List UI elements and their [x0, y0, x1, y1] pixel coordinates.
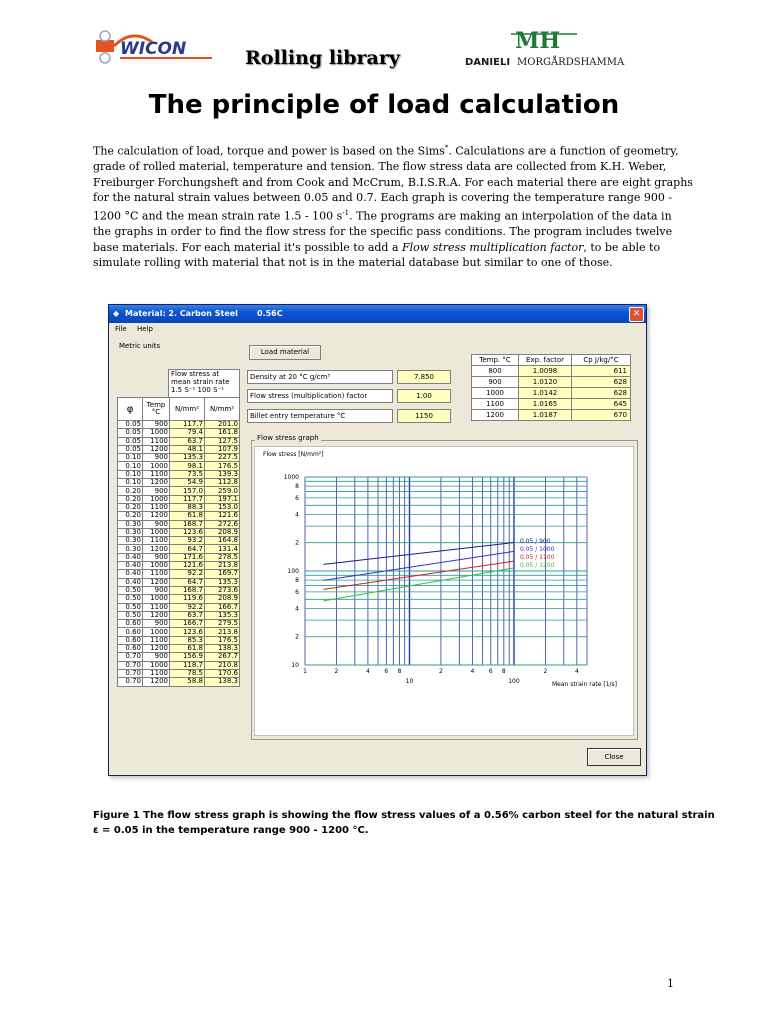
material-window: [108, 304, 647, 776]
table-row: [472, 366, 631, 377]
series-line: [323, 551, 514, 580]
temp-cell: 1100: [143, 437, 170, 445]
morgardshammar-text: MORGÅRDSHAMMAR: [517, 57, 625, 68]
col-temp: Temp °C: [143, 398, 170, 421]
cp-cell[interactable]: 628: [572, 388, 631, 399]
fs-high-cell[interactable]: 139.3: [205, 470, 240, 478]
temp-cell: 900: [143, 586, 170, 594]
temp-cell: 1000: [143, 495, 170, 503]
temp-cell: 900: [143, 620, 170, 628]
chart-svg: [255, 447, 633, 735]
table-row: [472, 410, 631, 421]
x-axis-label: Mean strain rate [1/s]: [552, 681, 617, 688]
x-tick-label: 6: [384, 668, 389, 675]
fs-low-cell[interactable]: 61.8: [170, 645, 205, 653]
cp-cell[interactable]: 611: [572, 366, 631, 377]
fs-high-cell[interactable]: 208.9: [205, 528, 240, 536]
fs-low-cell[interactable]: 119.6: [170, 595, 205, 603]
close-button[interactable]: Close: [587, 748, 641, 766]
fs-low-cell[interactable]: 61.8: [170, 512, 205, 520]
load-material-button[interactable]: Load material: [249, 345, 321, 360]
close-icon[interactable]: ✕: [629, 307, 644, 322]
temp-cell: 1200: [143, 578, 170, 586]
fs-low-cell[interactable]: 85.3: [170, 636, 205, 644]
intro-paragraph: The calculation of load, torque and power is based on the Sims*. Calculations are a function of geometry, grade of rolled material, temperature and tension. The flow stress data are collected from K.H. Weber, Freiburger Forchungsheft and from Cook and McCrum, B.I.S.R.A. For each material there are eight graphs for the natural strain values between 0.05 and 0.7. Each graph is covering the temperature range 900 - 1200 °C and the mean strain rate 1.5 - 100 $s^{-1}$. The programs are making an interpolation of the data in the graphs in order to find the flow stress for the specific pass conditions. The program includes twelve base materials. For each material it's possible to add a Flow stress multiplication factor, to be able to simulate rolling with material that not is in the material database but similar to one of those.: [93, 144, 693, 270]
fs-high-cell[interactable]: 176.5: [205, 636, 240, 644]
fs-low-cell[interactable]: 63.7: [170, 611, 205, 619]
fs-low-cell[interactable]: 79.4: [170, 429, 205, 437]
y-axis-label: Flow stress [N/mm²]: [263, 451, 324, 458]
table-row: [118, 537, 240, 545]
x-tick-label: 2: [439, 668, 443, 675]
temp-cell: 800: [472, 366, 519, 377]
y-tick-label: 1000: [283, 474, 299, 481]
table-row: [118, 628, 240, 636]
page-title: The principle of load calculation: [148, 90, 620, 120]
phi-cell: 0.50: [118, 595, 143, 603]
phi-cell: 0.20: [118, 495, 143, 503]
temp-cell: 1200: [143, 512, 170, 520]
temp-cell: 900: [143, 487, 170, 495]
fs-high-cell[interactable]: 166.7: [205, 603, 240, 611]
y-tick-label: 2: [295, 633, 299, 641]
temp-cell: 1200: [143, 545, 170, 553]
phi-cell: 0.10: [118, 462, 143, 470]
temp-cell: 1100: [143, 669, 170, 677]
phi-cell: 0.10: [118, 470, 143, 478]
fs-low-cell[interactable]: 64.7: [170, 578, 205, 586]
col-temp-r: Temp. °C: [472, 355, 519, 366]
menu-bar: [115, 325, 161, 333]
phi-cell: 0.20: [118, 487, 143, 495]
temp-cell: 1000: [143, 528, 170, 536]
flow-stress-chart: [254, 446, 634, 736]
y-tick-label: 8: [295, 483, 299, 491]
phi-cell: 0.40: [118, 562, 143, 570]
temp-cell: 900: [472, 377, 519, 388]
temp-cell: 1000: [143, 562, 170, 570]
fs-high-cell[interactable]: 138.3: [205, 645, 240, 653]
fs-low-cell[interactable]: 92.2: [170, 603, 205, 611]
y-tick-label: 2: [295, 539, 299, 547]
phi-cell: 0.40: [118, 578, 143, 586]
x-tick-label: 2: [543, 668, 548, 675]
table-row: [118, 487, 240, 495]
fs-low-cell[interactable]: 58.8: [170, 678, 205, 686]
x-tick-label: 4: [574, 668, 579, 675]
y-tick-label: 4: [295, 511, 299, 519]
series-line: [323, 568, 514, 601]
table-row: [472, 399, 631, 410]
fs-high-cell[interactable]: 138.3: [205, 678, 240, 686]
fs-high-cell[interactable]: 227.5: [205, 454, 240, 462]
temp-cell: 900: [143, 653, 170, 661]
exp-factor-cell[interactable]: 1.0165: [519, 399, 572, 410]
wicon-logo-text: WICON: [120, 39, 187, 59]
phi-cell: 0.05: [118, 421, 143, 429]
fs-low-cell[interactable]: 123.6: [170, 528, 205, 536]
phi-cell: 0.30: [118, 528, 143, 536]
fs-high-cell[interactable]: 210.8: [205, 661, 240, 669]
fs-low-cell[interactable]: 73.5: [170, 470, 205, 478]
flow-stress-header: Flow stress at mean strain rate 1.5 S⁻¹ 100 S⁻¹: [168, 369, 240, 399]
series-line: [323, 542, 514, 564]
phi-cell: 0.10: [118, 479, 143, 487]
temp-cell: 900: [143, 421, 170, 429]
temp-cell: 900: [143, 454, 170, 462]
fs-low-cell[interactable]: 157.0: [170, 487, 205, 495]
phi-cell: 0.05: [118, 445, 143, 453]
col-cp: Cp J/kg/°C: [572, 355, 631, 366]
fs-high-cell[interactable]: 176.5: [205, 462, 240, 470]
density-field[interactable]: 7.850: [397, 370, 451, 384]
temp-cell: 1200: [143, 445, 170, 453]
y-tick-label: 4: [295, 605, 299, 613]
x-tick-label: 8: [397, 668, 402, 675]
temp-cell: 1200: [143, 611, 170, 619]
series-label: 0.05 / 1100: [519, 554, 555, 561]
fs-high-cell[interactable]: 135.3: [205, 578, 240, 586]
exp-factor-cell[interactable]: 1.0187: [519, 410, 572, 421]
fs-high-cell[interactable]: 213.8: [205, 562, 240, 570]
phi-cell: 0.70: [118, 669, 143, 677]
phi-cell: 0.60: [118, 620, 143, 628]
y-tick-label: 10: [291, 662, 299, 669]
fs-high-cell[interactable]: 121.6: [205, 512, 240, 520]
fs-low-cell[interactable]: 48.1: [170, 445, 205, 453]
cp-cell[interactable]: 628: [572, 377, 631, 388]
phi-cell: 0.70: [118, 661, 143, 669]
col-fs-high: N/mm²: [205, 398, 240, 421]
billet-temp-label: Billet entry temperature °C: [247, 409, 393, 423]
cp-cell[interactable]: 645: [572, 399, 631, 410]
phi-cell: 0.50: [118, 603, 143, 611]
fs-high-cell[interactable]: 135.3: [205, 611, 240, 619]
phi-cell: 0.30: [118, 537, 143, 545]
table-row: [118, 678, 240, 686]
units-label: Metric units: [119, 342, 161, 350]
phi-cell: 0.70: [118, 653, 143, 661]
phi-cell: 0.60: [118, 636, 143, 644]
series-label: 0.05 / 1200: [519, 562, 555, 569]
table-row: [118, 454, 240, 462]
phi-cell: 0.40: [118, 570, 143, 578]
temp-cell: 1000: [472, 388, 519, 399]
exp-factor-cell[interactable]: 1.0098: [519, 366, 572, 377]
series-label: 0.05 / 1000: [519, 546, 555, 553]
fs-low-cell[interactable]: 121.6: [170, 562, 205, 570]
temp-cell: 1000: [143, 429, 170, 437]
wicon-logo: [92, 28, 218, 68]
table-row: [118, 429, 240, 437]
x-tick-label: 8: [501, 668, 506, 675]
phi-cell: 0.10: [118, 454, 143, 462]
exp-factor-cell[interactable]: 1.0120: [519, 377, 572, 388]
temp-cell: 1000: [143, 595, 170, 603]
x-tick-label: 10: [405, 678, 414, 685]
fs-high-cell[interactable]: 213.8: [205, 628, 240, 636]
temp-cell: 1000: [143, 462, 170, 470]
temp-cell: 1100: [143, 636, 170, 644]
phi-cell: 0.05: [118, 437, 143, 445]
col-exp-factor: Exp. factor: [519, 355, 572, 366]
fs-low-cell[interactable]: 168.7: [170, 586, 205, 594]
phi-cell: 0.30: [118, 520, 143, 528]
fs-high-cell[interactable]: 127.5: [205, 437, 240, 445]
fs-high-cell[interactable]: 272.6: [205, 520, 240, 528]
temp-cell: 1100: [143, 503, 170, 511]
exp-factor-cell[interactable]: 1.0142: [519, 388, 572, 399]
window-title-grade: 0.56C: [257, 309, 283, 318]
fs-low-cell[interactable]: 171.6: [170, 553, 205, 561]
expansion-table: [471, 354, 631, 421]
table-row: [118, 570, 240, 578]
phi-cell: 0.30: [118, 545, 143, 553]
x-tick-label: 4: [470, 668, 475, 675]
phi-cell: 0.20: [118, 512, 143, 520]
window-titlebar[interactable]: [109, 305, 646, 323]
phi-cell: 0.60: [118, 645, 143, 653]
fs-low-cell[interactable]: 88.3: [170, 503, 205, 511]
fs-high-cell[interactable]: 259.0: [205, 487, 240, 495]
phi-cell: 0.50: [118, 586, 143, 594]
y-tick-label: 6: [295, 494, 299, 502]
cp-cell[interactable]: 670: [572, 410, 631, 421]
billet-temp-field[interactable]: 1150: [397, 409, 451, 423]
x-tick-label: 4: [365, 668, 370, 675]
density-label: Density at 20 °C g/cm³: [247, 370, 393, 384]
temp-cell: 900: [143, 520, 170, 528]
window-icon: ◆: [113, 309, 120, 318]
fs-low-cell[interactable]: 117.7: [170, 421, 205, 429]
menu-file[interactable]: File: [115, 325, 127, 333]
phi-cell: 0.70: [118, 678, 143, 686]
x-tick-label: 2: [334, 668, 339, 675]
temp-cell: 1200: [143, 645, 170, 653]
temp-cell: 1200: [143, 678, 170, 686]
x-tick-label: 6: [488, 668, 493, 675]
fs-high-cell[interactable]: 169.7: [205, 570, 240, 578]
x-tick-label: 100: [508, 678, 520, 685]
menu-help[interactable]: Help: [136, 325, 153, 333]
fs-low-cell[interactable]: 156.9: [170, 653, 205, 661]
fs-low-cell[interactable]: 54.9: [170, 479, 205, 487]
y-tick-label: 8: [295, 577, 299, 585]
table-row: [118, 620, 240, 628]
phi-cell: 0.50: [118, 611, 143, 619]
temp-cell: 1100: [143, 470, 170, 478]
fs-low-cell[interactable]: 117.7: [170, 495, 205, 503]
fs-high-cell[interactable]: 107.9: [205, 445, 240, 453]
y-tick-label: 6: [295, 588, 299, 596]
temp-cell: 1100: [143, 570, 170, 578]
danieli-morgardshammar-logo: [465, 28, 625, 70]
fs-high-cell[interactable]: 201.0: [205, 421, 240, 429]
fs-high-cell[interactable]: 153.0: [205, 503, 240, 511]
flow-stress-table: [117, 397, 240, 687]
figure-caption: Figure 1 The flow stress graph is showing the flow stress values of a 0.56% carbon steel for the natural strain ε = 0.05 in the temperature range 900 - 1200 °C.: [93, 810, 715, 836]
fs-low-cell[interactable]: 93.2: [170, 537, 205, 545]
table-row: [118, 479, 240, 487]
table-row: [472, 388, 631, 399]
temp-cell: 1200: [143, 479, 170, 487]
page-number: 1: [667, 977, 674, 990]
table-row: [472, 377, 631, 388]
fs-high-cell[interactable]: 161.8: [205, 429, 240, 437]
x-tick-label: 1: [303, 668, 307, 675]
factor-label: Flow stress (multiplication) factor: [247, 389, 393, 403]
fs-low-cell[interactable]: 98.1: [170, 462, 205, 470]
fs-high-cell[interactable]: 208.9: [205, 595, 240, 603]
fs-high-cell[interactable]: 279.5: [205, 620, 240, 628]
temp-cell: 1100: [143, 537, 170, 545]
fs-low-cell[interactable]: 78.5: [170, 669, 205, 677]
temp-cell: 1000: [143, 661, 170, 669]
temp-cell: 1200: [472, 410, 519, 421]
danieli-text: DANIELI: [465, 57, 511, 68]
fs-low-cell[interactable]: 166.7: [170, 620, 205, 628]
fs-high-cell[interactable]: 197.1: [205, 495, 240, 503]
table-row: [118, 595, 240, 603]
mh-mark: MH: [515, 28, 561, 54]
fs-high-cell[interactable]: 164.8: [205, 537, 240, 545]
fs-low-cell[interactable]: 92.2: [170, 570, 205, 578]
fs-high-cell[interactable]: 273.6: [205, 586, 240, 594]
rolling-library-heading: Rolling library: [245, 47, 400, 69]
table-row: [118, 512, 240, 520]
fs-high-cell[interactable]: 112.8: [205, 479, 240, 487]
col-phi: φ: [118, 398, 143, 421]
fs-low-cell[interactable]: 64.7: [170, 545, 205, 553]
graph-group-label: Flow stress graph: [257, 434, 319, 442]
phi-cell: 0.05: [118, 429, 143, 437]
phi-cell: 0.60: [118, 628, 143, 636]
fs-high-cell[interactable]: 170.6: [205, 669, 240, 677]
fs-low-cell[interactable]: 123.6: [170, 628, 205, 636]
factor-field[interactable]: 1.00: [397, 389, 451, 403]
fs-high-cell[interactable]: 131.4: [205, 545, 240, 553]
fs-high-cell[interactable]: 267.7: [205, 653, 240, 661]
series-label: 0.05 / 900: [519, 538, 551, 545]
phi-cell: 0.20: [118, 503, 143, 511]
temp-cell: 1000: [143, 628, 170, 636]
phi-cell: 0.40: [118, 553, 143, 561]
fs-low-cell[interactable]: 168.7: [170, 520, 205, 528]
y-tick-label: 100: [287, 568, 299, 575]
table-row: [118, 545, 240, 553]
fs-low-cell[interactable]: 118.7: [170, 661, 205, 669]
temp-cell: 1100: [143, 603, 170, 611]
fs-high-cell[interactable]: 278.5: [205, 553, 240, 561]
window-title: Material: 2. Carbon Steel: [125, 309, 238, 318]
fs-low-cell[interactable]: 135.3: [170, 454, 205, 462]
temp-cell: 1100: [472, 399, 519, 410]
temp-cell: 900: [143, 553, 170, 561]
fs-low-cell[interactable]: 63.7: [170, 437, 205, 445]
col-fs-low: N/mm²: [170, 398, 205, 421]
table-row: [118, 653, 240, 661]
